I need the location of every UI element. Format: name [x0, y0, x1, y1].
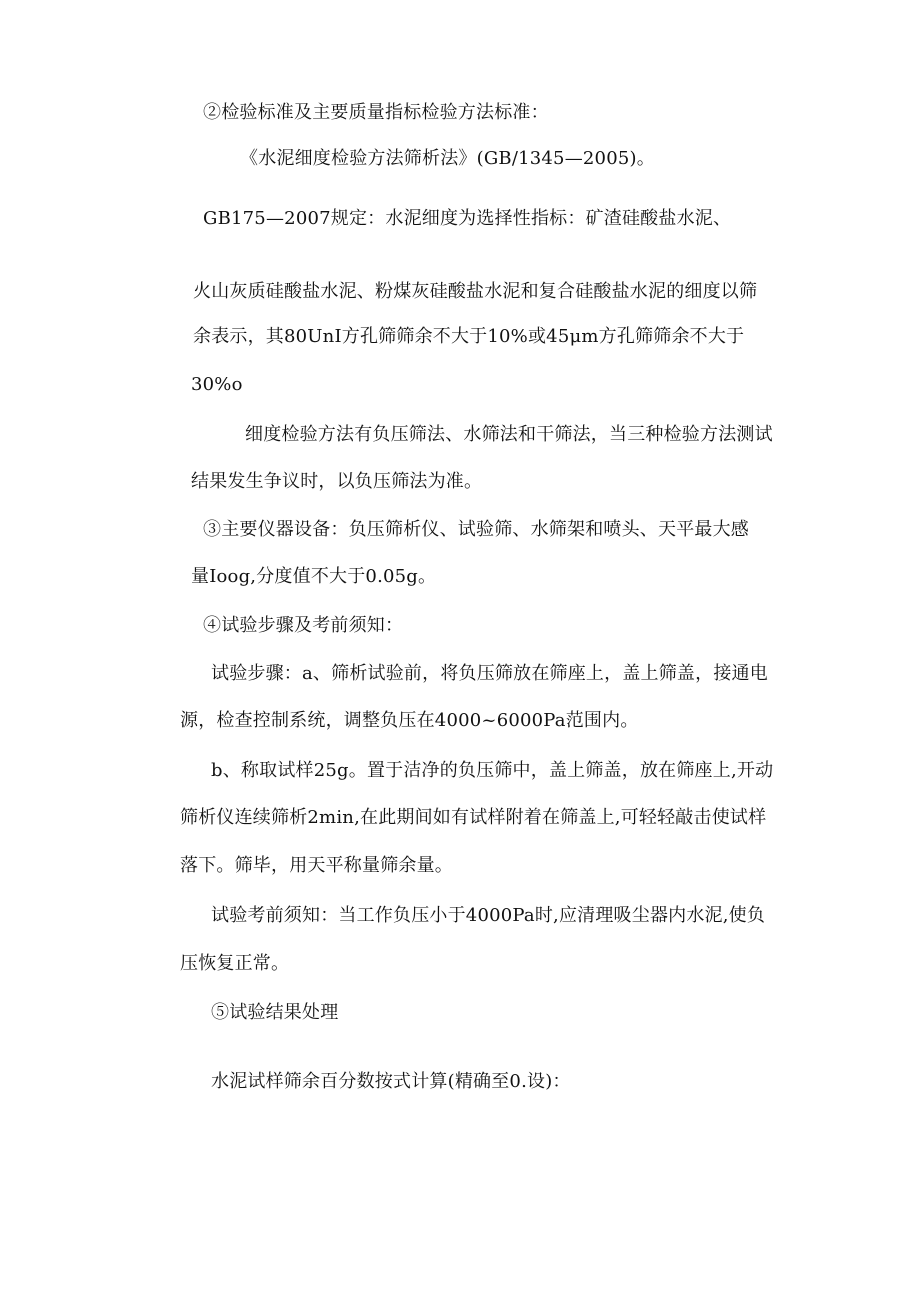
- paragraph-line: 量Ioog,分度值不大于0.05g。: [191, 566, 437, 587]
- paragraph-line: 结果发生争议时，以负压筛法为准。: [191, 471, 483, 492]
- paragraph-line: 细度检验方法有负压筛法、水筛法和干筛法，当三种检验方法测试: [245, 424, 773, 445]
- paragraph-line: GB175—2007规定：水泥细度为选择性指标：矿渣硅酸盐水泥、: [203, 208, 732, 229]
- paragraph-line: b、称取试样25g。置于洁净的负压筛中，盖上筛盖，放在筛座上,开动: [211, 760, 774, 781]
- standard-reference: 《水泥细度检验方法筛析法》(GB/1345—2005)。: [240, 148, 655, 169]
- section-heading-equipment: ③主要仪器设备：负压筛析仪、试验筛、水筛架和喷头、天平最大感: [203, 519, 749, 540]
- paragraph-line: 压恢复正常。: [180, 953, 290, 974]
- paragraph-line: 源，检查控制系统，调整负压在4000~6000Pa范围内。: [180, 710, 639, 731]
- paragraph-line: 余表示，其80UnI方孔筛筛余不大于10%或45μm方孔筛筛余不大于: [193, 326, 745, 347]
- section-heading-results: ⑤试验结果处理: [211, 1002, 339, 1023]
- paragraph-line: 落下。筛毕，用天平称量筛余量。: [180, 855, 453, 876]
- paragraph-line: 试验步骤：a、筛析试验前，将负压筛放在筛座上，盖上筛盖，接通电: [211, 663, 768, 684]
- paragraph-line: 水泥试样筛余百分数按式计算(精确至0.设)：: [211, 1071, 571, 1092]
- section-heading-standards: ②检验标准及主要质量指标检验方法标准：: [203, 102, 549, 123]
- paragraph-line: 筛析仪连续筛析2min,在此期间如有试样附着在筛盖上,可轻轻敲击使试样: [180, 807, 767, 828]
- section-heading-procedure: ④试验步骤及考前须知：: [203, 615, 404, 636]
- paragraph-line: 火山灰质硅酸盐水泥、粉煤灰硅酸盐水泥和复合硅酸盐水泥的细度以筛: [193, 281, 758, 302]
- paragraph-line: 试验考前须知：当工作负压小于4000Pa时,应清理吸尘器内水泥,使负: [211, 905, 766, 926]
- paragraph-line: 30%o: [191, 374, 243, 395]
